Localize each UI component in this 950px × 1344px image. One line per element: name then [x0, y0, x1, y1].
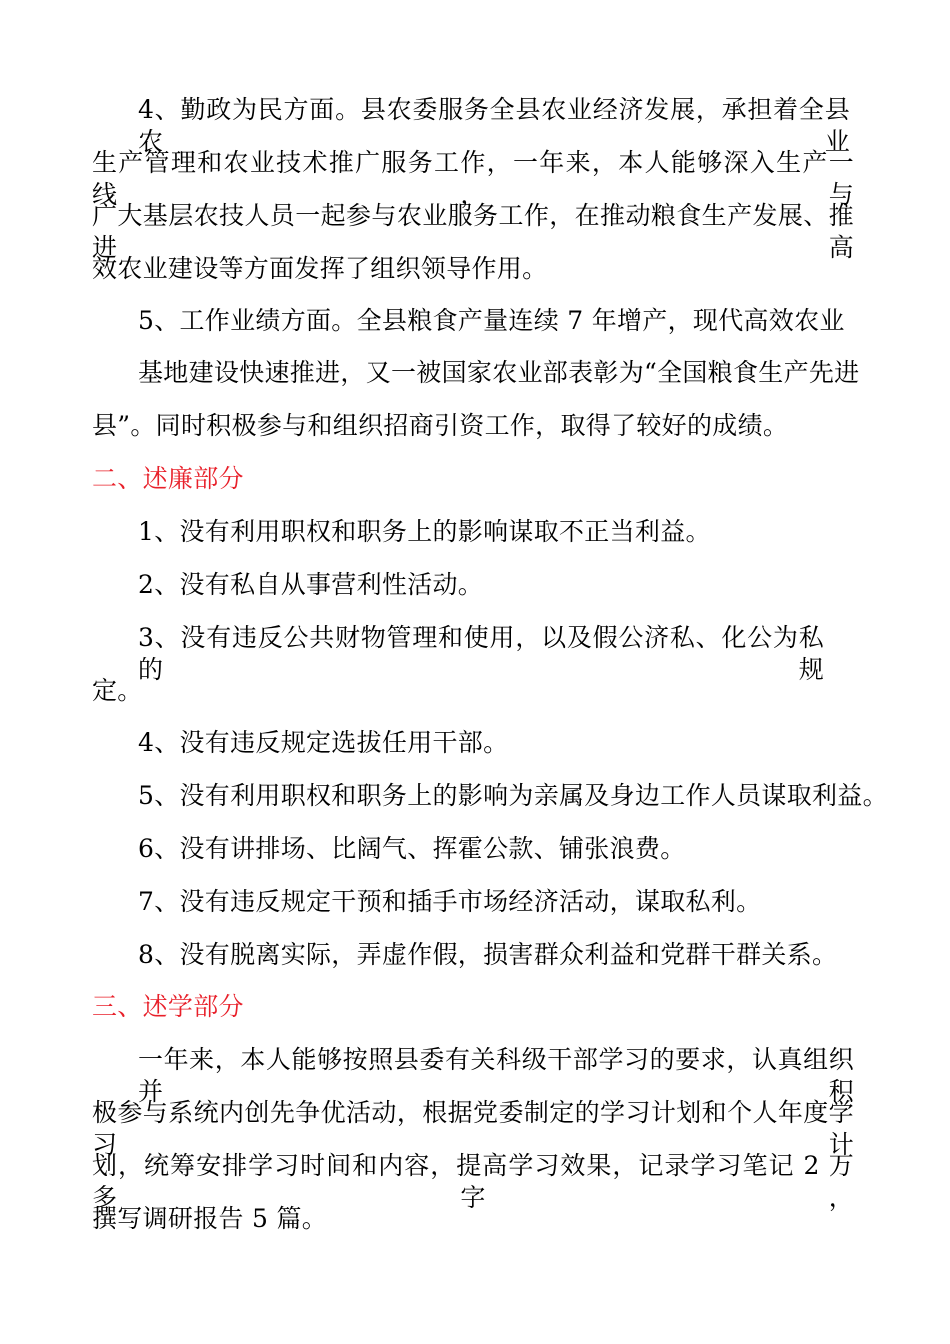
paragraph-line: 县”。同时积极参与和组织招商引资工作，取得了较好的成绩。 — [92, 411, 789, 440]
section-heading: 三、述学部分 — [92, 992, 244, 1021]
list-item: 6、没有讲排场、比阔气、挥霍公款、铺张浪费。 — [138, 834, 686, 863]
paragraph-line: 划，统筹安排学习时间和内容，提高学习效果，记录学习笔记 2 万多字， — [92, 1151, 854, 1212]
paragraph-line: 广大基层农技人员一起参与农业服务工作，在推动粮食生产发展、推进高 — [92, 201, 854, 262]
list-item: 8、没有脱离实际，弄虚作假，损害群众利益和党群干群关系。 — [138, 940, 838, 969]
section-heading: 二、述廉部分 — [92, 464, 244, 493]
paragraph-line: 生产管理和农业技术推广服务工作，一年来，本人能够深入生产一线，与 — [92, 148, 854, 209]
paragraph-line: 5、工作业绩方面。全县粮食产量连续 7 年增产，现代高效农业 — [138, 306, 845, 335]
list-item: 4、没有违反规定选拔任用干部。 — [138, 728, 509, 757]
list-item: 5、没有利用职权和职务上的影响为亲属及身边工作人员谋取利益。 — [138, 781, 888, 810]
list-item: 3、没有违反公共财物管理和使用，以及假公济私、化公为私的规 — [138, 623, 824, 684]
paragraph-line: 4、勤政为民方面。县农委服务全县农业经济发展，承担着全县农业 — [138, 95, 850, 156]
list-item: 2、没有私自从事营利性活动。 — [138, 570, 484, 599]
paragraph-line: 极参与系统内创先争优活动，根据党委制定的学习计划和个人年度学习计 — [92, 1098, 854, 1159]
paragraph-line: 一年来，本人能够按照县委有关科级干部学习的要求，认真组织并积 — [138, 1045, 854, 1106]
paragraph-line: 撰写调研报告 5 篇。 — [92, 1204, 328, 1233]
list-item: 1、没有利用职权和职务上的影响谋取不正当利益。 — [138, 517, 711, 546]
paragraph-line: 基地建设快速推进，又一被国家农业部表彰为“全国粮食生产先进 — [138, 358, 860, 387]
list-item: 7、没有违反规定干预和插手市场经济活动，谋取私利。 — [138, 887, 762, 916]
list-item-continuation: 定。 — [92, 676, 143, 705]
paragraph-line: 效农业建设等方面发挥了组织领导作用。 — [92, 254, 548, 283]
